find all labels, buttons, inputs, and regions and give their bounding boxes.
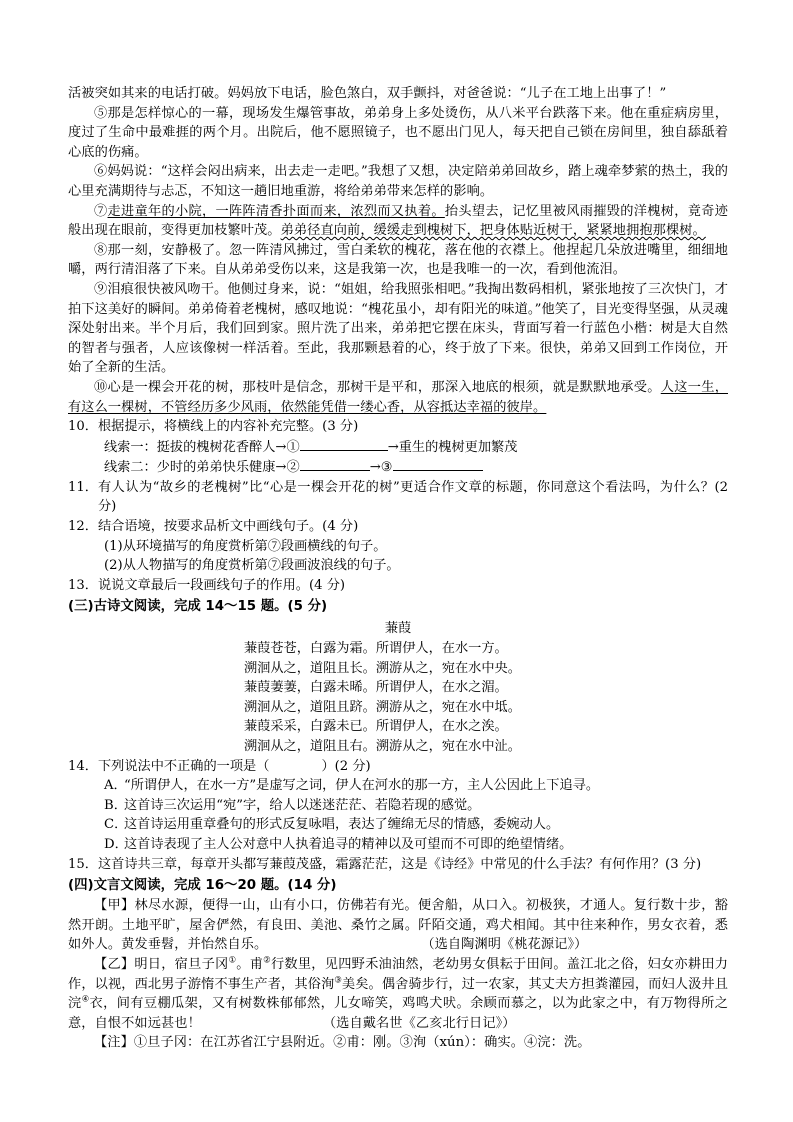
poem-line-5: 蒹葭采采，白露未已。所谓伊人，在水之涘。 [244,719,508,735]
passage-yi-part-1: 明日，宿旦子冈 [134,956,229,972]
passage-yi [68,955,728,1033]
clue-2-prefix: 线索二：少时的弟弟快乐健康→② [104,460,300,476]
option-a-text: “所谓伊人，在水一方”是虚写之词，伊人在河水的那一方，主人公因此上下追寻。 [124,778,600,794]
question-15-text: 这首诗共三章，每章开头都写蒹葭茂盛，霜露茫茫，这是《诗经》中常见的什么手法？有何作用？(3 分) [98,856,702,872]
paragraph-text-7-middle: 抬头望去，记忆里被风雨摧毁的洋槐树，竟奇迹般出现在眼前，变得更加枝繁叶茂。 [68,203,728,239]
answer-blank-2[interactable] [300,457,370,471]
passage-yi-part-5: 衣，间有豆棚瓜架，又有树数株郁郁然，儿女啼笑，鸡鸣犬吠。余顾而慕之，以为此家之中，有万物得所之意，自恨不如远甚也！ [68,996,728,1031]
question-10 [68,417,728,437]
question-10-clue-2 [68,457,728,478]
paragraph-marker-9: ⑨ [94,281,108,297]
passage-paragraph-9 [68,280,728,378]
question-10-clue-1 [68,437,728,458]
question-11-number: 11． [68,479,98,495]
option-c-letter: C． [104,817,128,833]
passage-paragraph-10 [68,378,728,417]
paragraph-text-8: 那一刻，安静极了。忽一阵清风拂过，雪白柔软的槐花，落在他的衣襟上。他捏起几朵放进嘴里，细细地嚼，两行清泪落了下来。自从弟弟受伤以来，这是我第一次，也是我唯一的一次，看到他流泪。 [68,242,728,278]
question-13-text: 说说文章最后一段画线句子的作用。(4 分) [98,577,346,593]
question-14 [68,757,728,777]
option-d-text: 这首诗表现了主人公对意中人执着追寻的精神以及可望而不可即的绝望情绪。 [124,836,573,852]
question-10-number: 10． [68,419,98,435]
question-14-option-b[interactable] [68,796,728,816]
question-11-text: 有人认为“故乡的老槐树”比“心是一棵会开花的树”更适合作文章的标题，你同意这个看法吗，为什么？(2 分) [98,479,728,515]
question-14-option-c[interactable] [68,815,728,835]
paragraph-text-10: 心是一棵会开花的树，那枝叶是信念，那树干是平和，那深入地底的根须，就是默默地承受。 [107,379,661,395]
option-c-text: 这首诗运用重章叠句的形式反复咏唱，表达了缠绵无尽的情感，委婉动人。 [124,817,560,833]
option-b-letter: B． [104,797,127,813]
note-marker-2: ② [263,954,271,965]
question-12-sub-1: (1)从环境描写的角度赏析第⑦段画横线的句子。 [104,538,387,554]
option-d-letter: D． [104,836,128,852]
final-sentence-underlined: 人这一生，有这么一棵树，不管经历多少风雨，依然能凭借一缕心香，从容抵达幸福的彼岸。 [68,379,728,415]
question-12-sub-2: (2)从人物描写的角度赏析第⑦段画波浪线的句子。 [104,558,400,574]
question-13 [68,576,728,596]
question-15-number: 15． [68,856,98,872]
passage-paragraph-5 [68,104,728,163]
section-three-heading: (三)古诗文阅读，完成 14～15 题。(5 分) [68,599,328,615]
passage-jia [68,896,728,955]
paragraph-marker-10: ⑩ [94,379,108,395]
answer-blank-1[interactable] [300,437,388,451]
paragraph-text-5: 那是怎样惊心的一幕，现场发生爆管事故，弟弟身上多处烫伤，从八米平台跌落下来。他在重症病房里，度过了生命中最难捱的两个月。出院后，他不愿照镜子，也不愿出门见人，每天把自己锁在房间里，独自舔舐着心底的伤痛。 [68,105,728,160]
question-12-number: 12． [68,519,98,535]
question-14-option-a[interactable] [68,776,728,796]
answer-blank-3[interactable] [393,457,483,471]
page-content [68,84,728,1053]
question-13-number: 13． [68,577,98,593]
poem-line-6: 溯洄从之，道阻且右。溯游从之，宛在水中沚。 [244,739,521,754]
passage-paragraph-7 [68,202,728,241]
paragraph-marker-7: ⑦ [94,203,108,219]
question-14-stem-after: ）(2 分) [321,758,371,774]
question-10-text: 根据提示，将横线上的内容补充完整。(3 分) [98,419,359,435]
paragraph-text-9: 泪痕很快被风吻干。他侧过身来，说：“姐姐，给我照张相吧。”我掏出数码相机，紧张地按了三次快门，才拍下这美好的瞬间。弟弟倚着老槐树，感叹地说：“槐花虽小，却有阳光的味道。”他笑了，目光变得坚强，从灵魂深处射出来。半个月后，我们回到家。照片洗了出来，弟弟把它摆在床头，背面写着一行蓝色小楷：树是大自然的智者与强者，人应该像树一样活着。至此，我那颗悬着的心，终于放了下来。很快，弟弟又回到工作岗位，开始了全新的生活。 [68,281,728,376]
note-marker-3: ③ [334,974,342,985]
passage-jia-attribution: （选自陶渊明《桃花源记》） [421,937,588,953]
footnotes [68,1033,728,1053]
paragraph-marker-5: ⑤ [94,105,108,121]
clue-1-prefix: 线索一：挺拔的槐树花香醉人→① [104,439,300,455]
passage-paragraph-8 [68,241,728,280]
clue-1-suffix: →重生的槐树更加繁茂 [387,439,518,455]
character-description-wavy-underlined: 弟弟径直向前，缓缓走到槐树下，把身体贴近树干，紧紧地拥抱那棵树。 [280,223,706,239]
passage-yi-part-4: 美矣。偶舍骑步行，过一农家，其丈夫方担粪灌园，而妇人汲井且浣 [68,976,728,1012]
poem-line-1: 蒹葭苍苍，白露为霜。所谓伊人，在水一方。 [244,641,508,657]
section-four-heading: (四)文言文阅读，完成 16～20 题。(14 分) [68,878,337,894]
paragraph-text-6: 妈妈说：“这样会闷出病来，出去走一走吧。”我想了又想，决定陪弟弟回故乡，踏上魂牵梦萦的热土，我的心里充满期待与忐忑，不知这一趟旧地重游，将给弟弟带来怎样的影响。 [68,164,728,199]
passage-yi-attribution: （选自戴名世《乙亥北行日记》） [322,1015,516,1031]
footnotes-text: ①旦子冈：在江苏省江宁县附近。②甫：刚。③洵（xún）：确实。④浣：洗。 [133,1035,591,1051]
option-a-letter: A． [104,778,127,794]
passage-jia-text: 林尽水源，便得一山，山有小口，仿佛若有光。便舍船，从口入。初极狭，才通人。复行数十步，豁然开朗。土地平旷，屋舍俨然，有良田、美池、桑竹之属。阡陌交通，鸡犬相闻。其中往来种作，男女衣着，悉如外人。黄发垂髫，并怡然自乐。 [68,898,728,953]
passage-jia-label: 【甲】 [94,898,135,914]
environment-description-underlined: 走进童年的小院，一阵阵清香扑面而来，浓烈而又执着。 [107,203,445,219]
clue-2-mid: →③ [369,460,393,476]
passage-yi-part-3: 行数里，见四野禾油油然，老幼男女俱耘于田间。盖江北之俗，妇女亦耕田力作，以视，西北男子游惰不事生产者，其俗洵 [68,956,729,992]
poem-line-4: 溯洄从之，道阻且跻。溯游从之，宛在水中坻。 [244,699,521,715]
question-11 [68,478,728,517]
passage-yi-part-2: 。甫 [236,956,264,972]
passage-yi-label: 【乙】 [94,956,135,972]
paragraph-marker-6: ⑥ [94,164,108,180]
poem-title: 蒹葭 [384,621,412,637]
note-marker-1: ① [228,954,237,965]
question-12 [68,517,728,537]
question-14-option-d[interactable] [68,835,728,855]
passage-paragraph-6 [68,162,728,201]
footnotes-label: 【注】 [94,1035,134,1051]
poem-line-3: 蒹葭萋萋，白露未晞。所谓伊人，在水之湄。 [244,680,508,696]
question-14-number: 14． [68,758,98,774]
question-12-text: 结合语境，按要求品析文中画线句子。(4 分) [98,519,359,535]
question-15 [68,855,728,875]
question-14-stem [98,757,728,777]
question-14-stem-before: 下列说法中不正确的一项是（ [98,758,270,774]
paragraph-marker-8: ⑧ [94,242,108,258]
passage-paragraph-4-tail: 活被突如其来的电话打破。妈妈放下电话，脸色煞白，双手颤抖，对爸爸说：“儿子在工地上出事了！” [68,86,667,101]
note-marker-4: ④ [81,993,90,1004]
option-b-text: 这首诗三次运用“宛”字，给人以迷迷茫茫、若隐若现的感觉。 [124,797,481,813]
poem-line-2: 溯洄从之，道阻且长。溯游从之，宛在水中央。 [244,660,521,676]
